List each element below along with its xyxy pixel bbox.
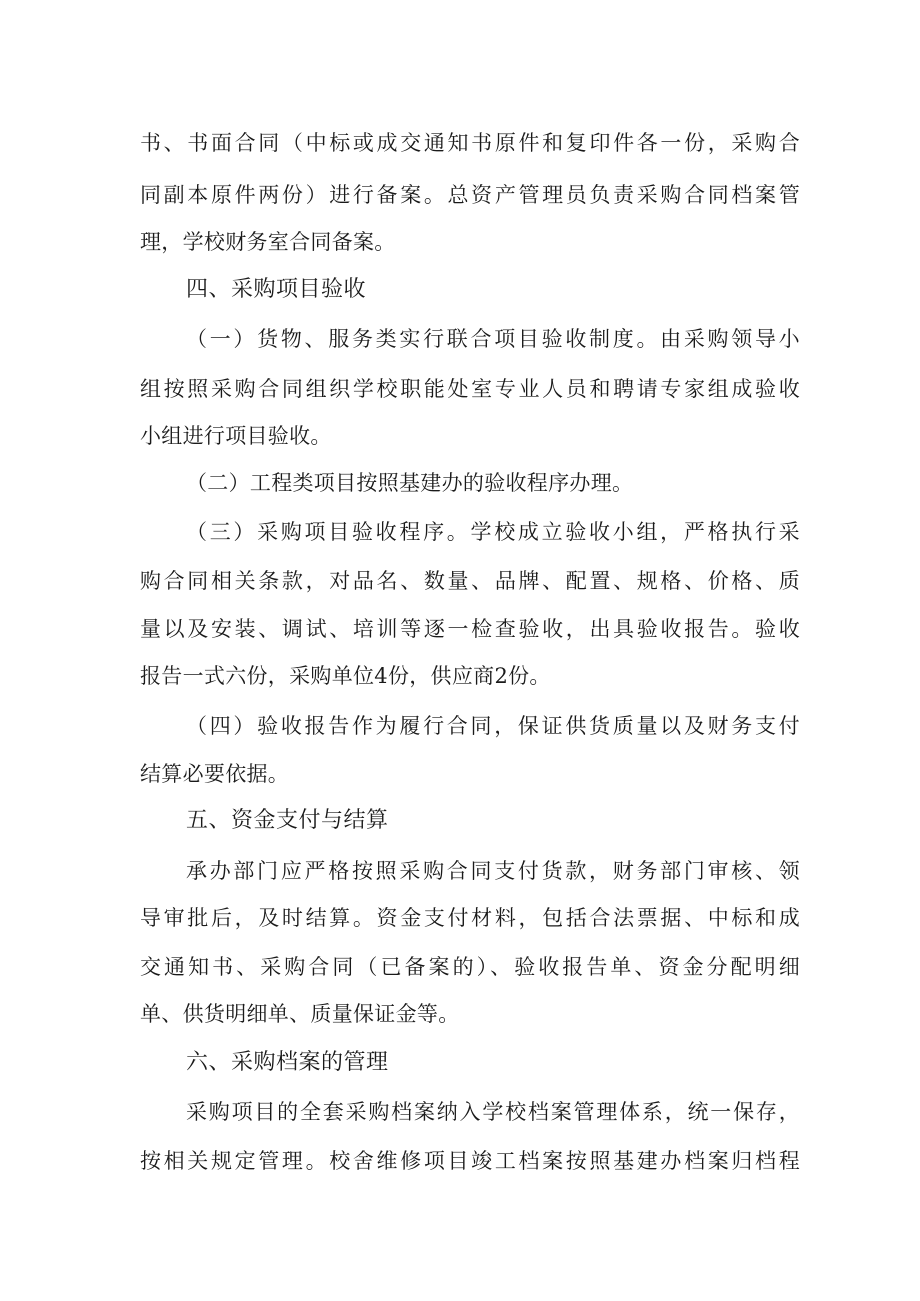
paragraph-line: 购合同相关条款，对品名、数量、品牌、配置、规格、价格、质 (140, 569, 800, 593)
section-heading-4: 四、采购项目验收 (186, 277, 367, 302)
paragraph-line: （二）工程类项目按照基建办的验收程序办理。 (186, 471, 634, 495)
paragraph-line: 同副本原件两份）进行备案。总资产管理员负责采购合同档案管 (140, 183, 800, 207)
paragraph-line: （三）采购项目验收程序。学校成立验收小组，严格执行采 (186, 520, 800, 544)
paragraph-line: 承办部门应严格按照采购合同支付货款，财务部门审核、领 (186, 859, 800, 883)
paragraph-line: 结算必要依据。 (140, 762, 290, 786)
paragraph-line: 理，学校财务室合同备案。 (140, 230, 396, 254)
paragraph-line: 量以及安装、调试、培训等逐一检查验收，出具验收报告。验收 (140, 617, 800, 641)
paragraph-line: （四）验收报告作为履行合同，保证供货质量以及财务支付 (186, 714, 800, 738)
paragraph-line: （一）货物、服务类实行联合项目验收制度。由采购领导小 (186, 327, 800, 351)
paragraph-line: 小组进行项目验收。 (140, 424, 332, 448)
paragraph-line: 采购项目的全套采购档案纳入学校档案管理体系，统一保存， (186, 1100, 800, 1124)
paragraph-line: 按相关规定管理。校舍维修项目竣工档案按照基建办档案归档程 (140, 1149, 800, 1173)
paragraph-line: 报告一式六份，采购单位4份，供应商2份。 (140, 664, 551, 688)
paragraph-line: 单、供货明细单、质量保证金等。 (140, 1002, 460, 1026)
section-heading-6: 六、采购档案的管理 (186, 1050, 389, 1075)
paragraph-line: 书、书面合同（中标或成交通知书原件和复印件各一份，采购合 (140, 131, 800, 155)
paragraph-line: 交通知书、采购合同（已备案的）、验收报告单、资金分配明细 (140, 955, 800, 979)
paragraph-line: 导审批后，及时结算。资金支付材料，包括合法票据、中标和成 (140, 906, 800, 930)
paragraph-line: 组按照采购合同组织学校职能处室专业人员和聘请专家组成验收 (140, 377, 800, 401)
section-heading-5: 五、资金支付与结算 (186, 808, 389, 833)
